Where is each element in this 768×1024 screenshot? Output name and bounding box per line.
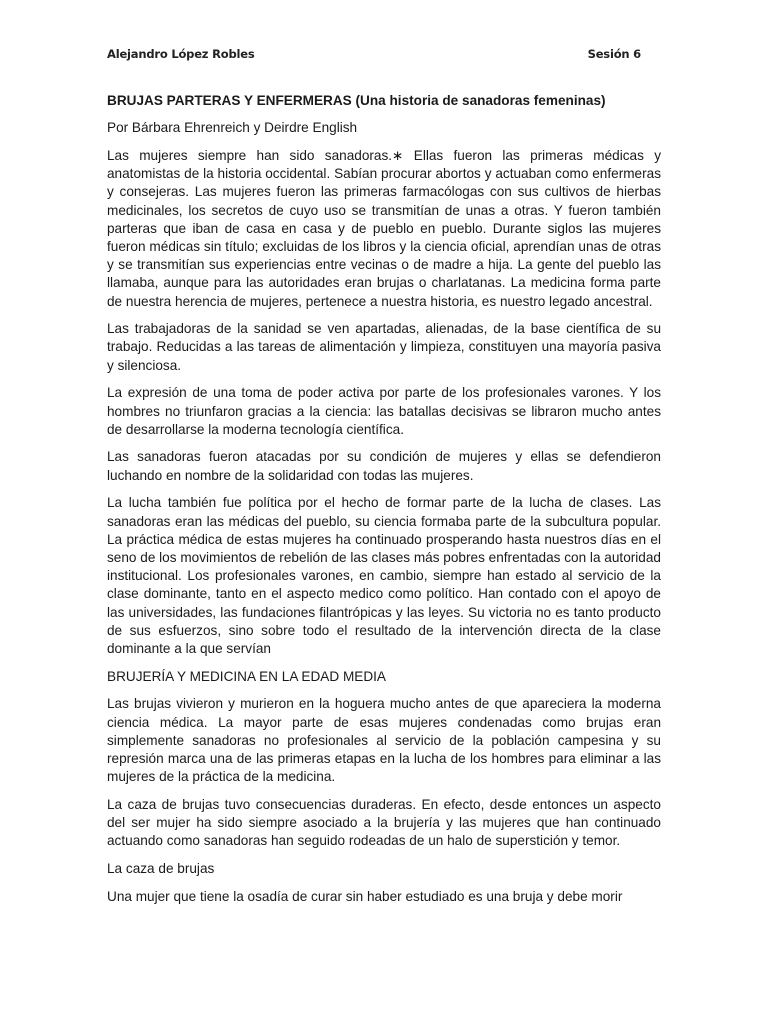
paragraph: Las sanadoras fueron atacadas por su condición de mujeres y ellas se defendieron luchando en nombre de la solidaridad con todas las mujeres. (107, 449, 661, 483)
paragraph: La lucha también fue política por el hecho de formar parte de la lucha de clases. Las sanadoras eran las médicas del pueblo, su ciencia formaba parte de la subcultura popular. La práctica médica de estas mujeres ha continuado prosperando hasta nuestros días en el seno de los movimientos de rebelión de las clases más pobres enfrentadas con la autoridad institucional. Los profesionales varones, en cambio, siempre han estado al servicio de la clase dominante, tanto en el aspecto medico como político. Han contado con el apoyo de las universidades, las fundaciones filantrópicas y las leyes. Su victoria no es tanto producto de sus esfuerzos, sino sobre todo el resultado de la intervención directa de la clase dominante a la que servían (107, 495, 661, 656)
document-byline: Por Bárbara Ehrenreich y Deirdre English (107, 120, 358, 136)
document-body (107, 92, 661, 915)
paragraph: Las trabajadoras de la sanidad se ven apartadas, alienadas, de la base científica de su trabajo. Reducidas a las tareas de alimentación y limpieza, constituyen una mayoría pasiva y silenciosa. (107, 321, 661, 373)
section-heading: BRUJERÍA Y MEDICINA EN LA EDAD MEDIA (107, 668, 387, 684)
paragraph: La expresión de una toma de poder activa por parte de los profesionales varones. Y los hombres no triunfaron gracias a la ciencia: las batallas decisivas se libraron mucho antes de desarrollarse la moderna tecnología científica. (107, 385, 661, 437)
subheading: La caza de brujas (107, 861, 215, 877)
page-header (107, 47, 641, 65)
header-session: Sesión 6 (587, 47, 641, 61)
paragraph: Las mujeres siempre han sido sanadoras.∗ Ellas fueron las primeras médicas y anatomistas de la historia occidental. Sabían procurar abortos y actuaban como enfermeras y consejeras. Las mujeres fueron las primeras farmacólogas con sus cultivos de hierbas medicinales, los secretos de cuyo uso se transmitían de unas a otras. Y fueron también parteras que iban de casa en casa y de pueblo en pueblo. Durante siglos las mujeres fueron médicas sin título; excluidas de los libros y la ciencia oficial, aprendían unas de otras y se transmitían sus experiencias entre vecinas o de madre a hija. La gente del pueblo las llamaba, aunque para las autoridades eran brujas o charlatanas. La medicina forma parte de nuestra herencia de mujeres, pertenece a nuestra historia, es nuestro legado ancestral. (107, 147, 661, 309)
document-title: BRUJAS PARTERAS Y ENFERMERAS (Una historia de sanadoras femeninas) (107, 93, 606, 108)
paragraph: Una mujer que tiene la osadía de curar sin haber estudiado es una bruja y debe morir (107, 888, 623, 904)
header-author: Alejandro López Robles (107, 47, 255, 61)
paragraph: Las brujas vivieron y murieron en la hoguera mucho antes de que apareciera la moderna ciencia médica. La mayor parte de esas mujeres condenadas como brujas eran simplemente sanadoras no profesionales al servicio de la población campesina y su represión marca una de las primeras etapas en la lucha de los hombres para eliminar a las mujeres de la práctica de la medicina. (107, 696, 661, 785)
paragraph: La caza de brujas tuvo consecuencias duraderas. En efecto, desde entonces un aspecto del ser mujer ha sido siempre asociado a la brujería y las mujeres que han continuado actuando como sanadoras han seguido rodeadas de un halo de superstición y temor. (107, 796, 661, 849)
